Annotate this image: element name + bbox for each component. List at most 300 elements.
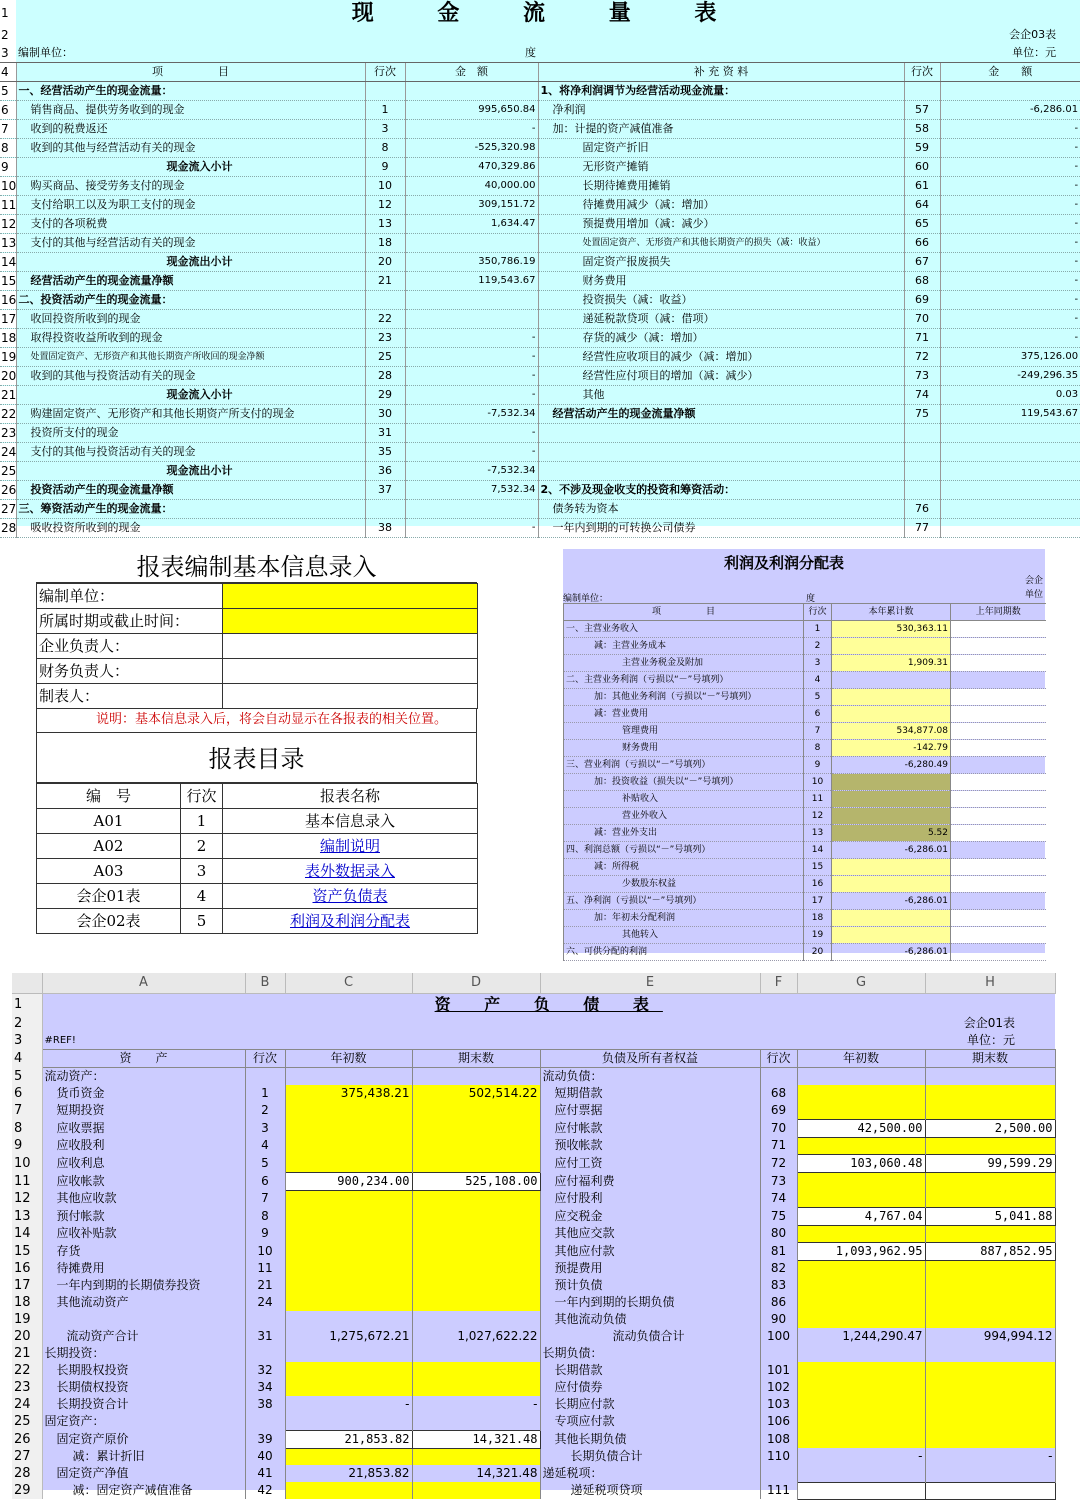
cf-supp-amount[interactable]: - — [940, 310, 1080, 329]
cf-supp-amount[interactable]: 0.03 — [940, 386, 1080, 405]
liability-line[interactable]: 75 — [760, 1207, 797, 1225]
liability-end[interactable] — [925, 1396, 1055, 1413]
liability-line[interactable]: 69 — [760, 1102, 797, 1119]
cf-line[interactable]: 29 — [365, 386, 405, 405]
cf-supp-amount[interactable]: - — [940, 291, 1080, 310]
cf-supp-line[interactable] — [904, 424, 940, 443]
profit-prev[interactable] — [951, 689, 1046, 706]
cf-line[interactable]: 10 — [365, 177, 405, 196]
profit-line[interactable]: 16 — [804, 876, 832, 893]
cf-line[interactable]: 36 — [365, 462, 405, 481]
row-number[interactable]: 26 — [12, 1430, 42, 1448]
catalog-line[interactable]: 5 — [181, 909, 223, 934]
cf-supp-amount[interactable]: - — [940, 177, 1080, 196]
cf-supp-item[interactable]: 1、将净利润调节为经营活动现金流量： — [538, 82, 904, 101]
liability-item[interactable]: 流动负债： — [540, 1068, 760, 1086]
profit-line[interactable]: 19 — [804, 927, 832, 944]
asset-begin[interactable]: 1,275,672.21 — [285, 1328, 412, 1345]
profit-item[interactable]: 财务费用 — [564, 740, 804, 757]
asset-begin[interactable]: 21,853.82 — [285, 1430, 412, 1448]
cf-supp-item[interactable]: 无形资产摊销 — [538, 158, 904, 177]
asset-begin[interactable] — [285, 1413, 412, 1430]
liability-end[interactable] — [925, 1311, 1055, 1328]
cf-supp-item[interactable]: 其他 — [538, 386, 904, 405]
cf-item[interactable]: 现金流入小计 — [16, 158, 365, 177]
asset-line[interactable]: 21 — [245, 1277, 285, 1294]
profit-header[interactable]: 上年同期数 — [951, 604, 1046, 621]
cf-item[interactable]: 购建固定资产、无形资产和其他长期资产所支付的现金 — [16, 405, 365, 424]
asset-end[interactable] — [412, 1225, 540, 1242]
asset-end[interactable] — [412, 1448, 540, 1465]
info-field-input[interactable] — [223, 684, 478, 709]
liability-item[interactable]: 应付债券 — [540, 1379, 760, 1396]
cf-amount[interactable]: 309,151.72 — [405, 196, 538, 215]
asset-begin[interactable]: 375,438.21 — [285, 1085, 412, 1102]
asset-item[interactable]: 固定资产： — [42, 1413, 245, 1430]
balance-header[interactable]: 资 产 — [42, 1050, 245, 1068]
asset-end[interactable]: 525,108.00 — [412, 1172, 540, 1190]
cf-item[interactable]: 投资所支付的现金 — [16, 424, 365, 443]
asset-item[interactable]: 固定资产原价 — [42, 1430, 245, 1448]
liability-begin[interactable] — [797, 1396, 925, 1413]
asset-line[interactable] — [245, 1068, 285, 1086]
cf-supp-amount[interactable]: 375,126.00 — [940, 348, 1080, 367]
asset-item[interactable]: 预付帐款 — [42, 1207, 245, 1225]
liability-end[interactable]: 887,852.95 — [925, 1242, 1055, 1260]
asset-line[interactable]: 1 — [245, 1085, 285, 1102]
liability-item[interactable]: 其他应交款 — [540, 1225, 760, 1242]
asset-begin[interactable] — [285, 1102, 412, 1119]
profit-amount[interactable] — [832, 672, 951, 689]
cf-supp-line[interactable] — [904, 481, 940, 500]
liability-begin[interactable] — [797, 1085, 925, 1102]
cf-supp-item[interactable]: 递延税款贷项（减：借项） — [538, 310, 904, 329]
row-number[interactable]: 17 — [0, 310, 16, 329]
profit-item[interactable]: 加：其他业务利润（亏损以“－”号填列） — [564, 689, 804, 706]
cf-line[interactable] — [365, 82, 405, 101]
asset-item[interactable]: 减：累计折旧 — [42, 1448, 245, 1465]
profit-amount[interactable] — [832, 910, 951, 927]
liability-end[interactable] — [925, 1294, 1055, 1311]
row-number[interactable]: 10 — [0, 177, 16, 196]
profit-prev[interactable] — [951, 740, 1046, 757]
cf-item[interactable]: 经营活动产生的现金流量净额 — [16, 272, 365, 291]
cf-supp-item[interactable]: 长期待摊费用摊销 — [538, 177, 904, 196]
unit-label[interactable]: 单位：元 — [1012, 46, 1057, 60]
asset-item[interactable]: 长期债权投资 — [42, 1379, 245, 1396]
liability-line[interactable]: 90 — [760, 1311, 797, 1328]
profit-prev[interactable] — [951, 842, 1046, 859]
asset-end[interactable] — [412, 1379, 540, 1396]
asset-item[interactable]: 长期股权投资 — [42, 1362, 245, 1379]
column-letter[interactable]: H — [925, 973, 1055, 993]
catalog-line[interactable]: 3 — [181, 859, 223, 884]
cf-line[interactable]: 38 — [365, 519, 405, 538]
asset-end[interactable] — [412, 1311, 540, 1328]
asset-line[interactable]: 24 — [245, 1294, 285, 1311]
cf-item[interactable]: 收回投资所收到的现金 — [16, 310, 365, 329]
row-number[interactable]: 4 — [12, 1050, 42, 1068]
liability-begin[interactable]: - — [797, 1448, 925, 1465]
profit-amount[interactable]: -6,286.01 — [832, 842, 951, 859]
liability-item[interactable]: 其他流动负债 — [540, 1311, 760, 1328]
cf-supp-line[interactable]: 57 — [904, 101, 940, 120]
cf-supp-item[interactable]: 债务转为资本 — [538, 500, 904, 519]
liability-end[interactable] — [925, 1362, 1055, 1379]
header-amount[interactable]: 金 额 — [405, 63, 538, 82]
cf-supp-line[interactable]: 61 — [904, 177, 940, 196]
asset-begin[interactable] — [285, 1277, 412, 1294]
liability-end[interactable] — [925, 1465, 1055, 1482]
asset-item[interactable]: 存货 — [42, 1242, 245, 1260]
catalog-line[interactable]: 4 — [181, 884, 223, 909]
liability-begin[interactable] — [797, 1465, 925, 1482]
cf-supp-amount[interactable]: - — [940, 196, 1080, 215]
liability-begin[interactable] — [797, 1260, 925, 1277]
cf-supp-item[interactable]: 经营性应收项目的减少（减：增加） — [538, 348, 904, 367]
liability-end[interactable] — [925, 1277, 1055, 1294]
profit-line[interactable]: 5 — [804, 689, 832, 706]
liability-item[interactable]: 预计负债 — [540, 1277, 760, 1294]
liability-item[interactable]: 递延税项： — [540, 1465, 760, 1482]
asset-line[interactable]: 31 — [245, 1328, 285, 1345]
profit-prev[interactable] — [951, 655, 1046, 672]
row-number[interactable]: 19 — [0, 348, 16, 367]
row-number[interactable]: 21 — [0, 386, 16, 405]
liability-item[interactable]: 应交税金 — [540, 1207, 760, 1225]
cf-supp-amount[interactable]: -249,296.35 — [940, 367, 1080, 386]
asset-end[interactable] — [412, 1207, 540, 1225]
liability-end[interactable] — [925, 1260, 1055, 1277]
cf-amount[interactable]: -7,532.34 — [405, 405, 538, 424]
liability-end[interactable]: 99,599.29 — [925, 1154, 1055, 1172]
row-number[interactable]: 14 — [0, 253, 16, 272]
asset-begin[interactable] — [285, 1068, 412, 1086]
info-field-input[interactable] — [223, 659, 478, 684]
row-number[interactable]: 17 — [12, 1277, 42, 1294]
cf-supp-amount[interactable]: - — [940, 253, 1080, 272]
cf-supp-item[interactable]: 存货的减少（减：增加） — [538, 329, 904, 348]
cf-amount[interactable]: - — [405, 386, 538, 405]
profit-item[interactable]: 加：年初未分配利润 — [564, 910, 804, 927]
cf-supp-line[interactable] — [904, 462, 940, 481]
profit-item[interactable]: 减：营业费用 — [564, 706, 804, 723]
liability-item[interactable]: 其他应付款 — [540, 1242, 760, 1260]
row-number[interactable]: 6 — [12, 1085, 42, 1102]
cf-supp-item[interactable]: 处置固定资产、无形资产和其他长期资产的损失（减：收益） — [538, 234, 904, 253]
cf-item[interactable]: 吸收投资所收到的现金 — [16, 519, 365, 538]
cf-item[interactable]: 取得投资收益所收到的现金 — [16, 329, 365, 348]
asset-item[interactable]: 流动资产合计 — [42, 1328, 245, 1345]
cf-line[interactable]: 23 — [365, 329, 405, 348]
profit-line[interactable]: 18 — [804, 910, 832, 927]
row-number[interactable]: 5 — [12, 1068, 42, 1086]
profit-amount[interactable] — [832, 638, 951, 655]
cf-item[interactable]: 现金流出小计 — [16, 462, 365, 481]
cf-supp-line[interactable]: 66 — [904, 234, 940, 253]
liability-begin[interactable]: 1,093,962.95 — [797, 1242, 925, 1260]
balance-header[interactable]: 行次 — [760, 1050, 797, 1068]
profit-prev[interactable] — [951, 944, 1046, 961]
asset-end[interactable] — [412, 1294, 540, 1311]
row-number[interactable]: 12 — [12, 1190, 42, 1207]
row-number[interactable]: 22 — [0, 405, 16, 424]
row-number[interactable]: 1 — [0, 0, 16, 26]
cf-amount[interactable]: 470,329.86 — [405, 158, 538, 177]
profit-line[interactable]: 6 — [804, 706, 832, 723]
cf-supp-line[interactable]: 65 — [904, 215, 940, 234]
row-number[interactable]: 23 — [12, 1379, 42, 1396]
cf-item[interactable]: 收到的税费返还 — [16, 120, 365, 139]
row-number[interactable]: 16 — [0, 291, 16, 310]
asset-end[interactable]: 14,321.48 — [412, 1465, 540, 1482]
liability-line[interactable]: 101 — [760, 1362, 797, 1379]
cf-item[interactable]: 现金流出小计 — [16, 253, 365, 272]
profit-amount[interactable]: 1,909.31 — [832, 655, 951, 672]
cf-amount[interactable]: - — [405, 329, 538, 348]
liability-line[interactable]: 110 — [760, 1448, 797, 1465]
row-number[interactable]: 23 — [0, 424, 16, 443]
asset-line[interactable]: 39 — [245, 1430, 285, 1448]
cf-amount[interactable]: 7,532.34 — [405, 481, 538, 500]
row-number[interactable]: 10 — [12, 1154, 42, 1172]
cf-supp-line[interactable]: 68 — [904, 272, 940, 291]
liability-begin[interactable] — [797, 1137, 925, 1154]
asset-line[interactable] — [245, 1345, 285, 1362]
liability-begin[interactable] — [797, 1294, 925, 1311]
profit-line[interactable]: 13 — [804, 825, 832, 842]
asset-line[interactable]: 3 — [245, 1119, 285, 1137]
asset-end[interactable] — [412, 1068, 540, 1086]
period-label[interactable]: 度 — [525, 46, 536, 60]
asset-end[interactable] — [412, 1362, 540, 1379]
row-number[interactable]: 13 — [12, 1207, 42, 1225]
cf-amount[interactable]: 40,000.00 — [405, 177, 538, 196]
profit-amount[interactable] — [832, 927, 951, 944]
cf-line[interactable]: 37 — [365, 481, 405, 500]
asset-line[interactable] — [245, 1413, 285, 1430]
profit-prev[interactable] — [951, 927, 1046, 944]
profit-item[interactable]: 管理费用 — [564, 723, 804, 740]
profit-line[interactable]: 4 — [804, 672, 832, 689]
liability-line[interactable]: 70 — [760, 1119, 797, 1137]
cf-item[interactable]: 二、投资活动产生的现金流量： — [16, 291, 365, 310]
profit-item[interactable]: 六、可供分配的利润 — [564, 944, 804, 961]
row-number[interactable]: 19 — [12, 1311, 42, 1328]
profit-prev[interactable] — [951, 706, 1046, 723]
liability-begin[interactable]: 1,244,290.47 — [797, 1328, 925, 1345]
cf-supp-line[interactable]: 64 — [904, 196, 940, 215]
asset-begin[interactable]: 900,234.00 — [285, 1172, 412, 1190]
row-number[interactable]: 4 — [0, 63, 16, 82]
liability-item[interactable]: 长期负债： — [540, 1345, 760, 1362]
asset-item[interactable]: 长期投资： — [42, 1345, 245, 1362]
profit-item[interactable]: 减：营业外支出 — [564, 825, 804, 842]
liability-line[interactable]: 74 — [760, 1190, 797, 1207]
profit-line[interactable]: 10 — [804, 774, 832, 791]
cf-supp-item[interactable]: 经营活动产生的现金流量净额 — [538, 405, 904, 424]
catalog-code[interactable]: A03 — [37, 859, 181, 884]
cf-amount[interactable] — [405, 82, 538, 101]
liability-end[interactable]: 5,041.88 — [925, 1207, 1055, 1225]
cf-supp-line[interactable]: 70 — [904, 310, 940, 329]
liability-begin[interactable] — [797, 1102, 925, 1119]
cf-supp-line[interactable] — [904, 443, 940, 462]
liability-end[interactable]: 994,994.12 — [925, 1328, 1055, 1345]
balance-title[interactable]: 资 产 负 债 表 — [434, 994, 663, 1014]
profit-header[interactable]: 项 目 — [564, 604, 804, 621]
asset-item[interactable]: 应收股利 — [42, 1137, 245, 1154]
profit-amount[interactable]: 534,877.08 — [832, 723, 951, 740]
cf-supp-amount[interactable]: - — [940, 272, 1080, 291]
asset-end[interactable] — [412, 1260, 540, 1277]
row-number[interactable]: 2 — [12, 1015, 42, 1032]
cf-supp-item[interactable]: 固定资产折旧 — [538, 139, 904, 158]
column-letter[interactable]: A — [42, 973, 245, 993]
liability-line[interactable]: 106 — [760, 1413, 797, 1430]
profit-amount[interactable] — [832, 774, 951, 791]
profit-line[interactable]: 7 — [804, 723, 832, 740]
asset-line[interactable]: 6 — [245, 1172, 285, 1190]
liability-begin[interactable] — [797, 1345, 925, 1362]
liability-item[interactable]: 应付帐款 — [540, 1119, 760, 1137]
profit-prev[interactable] — [951, 808, 1046, 825]
asset-end[interactable] — [412, 1119, 540, 1137]
asset-item[interactable]: 应收票据 — [42, 1119, 245, 1137]
asset-end[interactable]: - — [412, 1396, 540, 1413]
asset-begin[interactable] — [285, 1294, 412, 1311]
profit-line[interactable]: 17 — [804, 893, 832, 910]
catalog-code[interactable]: A02 — [37, 834, 181, 859]
profit-item[interactable]: 营业外收入 — [564, 808, 804, 825]
profit-line[interactable]: 12 — [804, 808, 832, 825]
liability-line[interactable]: 80 — [760, 1225, 797, 1242]
cf-supp-amount[interactable] — [940, 82, 1080, 101]
info-field-input[interactable] — [223, 584, 478, 609]
row-number[interactable]: 9 — [12, 1137, 42, 1154]
liability-begin[interactable] — [797, 1311, 925, 1328]
profit-prev[interactable] — [951, 621, 1046, 638]
cf-item[interactable]: 现金流入小计 — [16, 386, 365, 405]
liability-line[interactable]: 100 — [760, 1328, 797, 1345]
liability-item[interactable]: 其他长期负债 — [540, 1430, 760, 1448]
asset-item[interactable]: 减：固定资产减值准备 — [42, 1482, 245, 1499]
cf-supp-item[interactable]: 固定资产报废损失 — [538, 253, 904, 272]
asset-line[interactable]: 2 — [245, 1102, 285, 1119]
row-number[interactable]: 7 — [0, 120, 16, 139]
row-number[interactable]: 1 — [12, 993, 42, 1015]
cf-amount[interactable]: - — [405, 443, 538, 462]
info-field-input[interactable] — [223, 634, 478, 659]
catalog-link[interactable]: 编制说明 — [223, 834, 478, 859]
row-number[interactable]: 14 — [12, 1225, 42, 1242]
asset-begin[interactable] — [285, 1154, 412, 1172]
cf-supp-item[interactable]: 净利润 — [538, 101, 904, 120]
profit-amount[interactable]: -6,286.01 — [832, 893, 951, 910]
profit-prev[interactable] — [951, 774, 1046, 791]
cf-supp-line[interactable]: 77 — [904, 519, 940, 538]
liability-begin[interactable] — [797, 1068, 925, 1086]
profit-line[interactable]: 14 — [804, 842, 832, 859]
cf-line[interactable]: 31 — [365, 424, 405, 443]
cf-item[interactable]: 支付的其他与投资活动有关的现金 — [16, 443, 365, 462]
cf-supp-item[interactable]: 待摊费用减少（减：增加） — [538, 196, 904, 215]
asset-item[interactable]: 应收帐款 — [42, 1172, 245, 1190]
cf-supp-item[interactable]: 2、不涉及现金收支的投资和筹资活动： — [538, 481, 904, 500]
profit-amount[interactable] — [832, 808, 951, 825]
cf-line[interactable]: 21 — [365, 272, 405, 291]
cf-amount[interactable]: - — [405, 348, 538, 367]
row-number[interactable]: 16 — [12, 1260, 42, 1277]
profit-prev[interactable] — [951, 638, 1046, 655]
liability-begin[interactable] — [797, 1482, 925, 1499]
cf-supp-amount[interactable]: -6,286.01 — [940, 101, 1080, 120]
row-number[interactable]: 2 — [0, 26, 16, 44]
liability-end[interactable] — [925, 1172, 1055, 1190]
profit-item[interactable]: 减：所得税 — [564, 859, 804, 876]
asset-item[interactable]: 流动资产： — [42, 1068, 245, 1086]
profit-amount[interactable]: 5.52 — [832, 825, 951, 842]
catalog-link[interactable]: 表外数据录入 — [223, 859, 478, 884]
cf-supp-line[interactable]: 75 — [904, 405, 940, 424]
profit-prev[interactable] — [951, 723, 1046, 740]
liability-item[interactable]: 应付股利 — [540, 1190, 760, 1207]
asset-end[interactable] — [412, 1154, 540, 1172]
row-number[interactable]: 24 — [0, 443, 16, 462]
cf-item[interactable]: 投资活动产生的现金流量净额 — [16, 481, 365, 500]
profit-item[interactable]: 少数股东权益 — [564, 876, 804, 893]
liability-end[interactable] — [925, 1345, 1055, 1362]
cf-item[interactable]: 购买商品、接受劳务支付的现金 — [16, 177, 365, 196]
cf-item[interactable]: 销售商品、提供劳务收到的现金 — [16, 101, 365, 120]
profit-prev[interactable] — [951, 825, 1046, 842]
profit-line[interactable]: 9 — [804, 757, 832, 774]
profit-amount[interactable] — [832, 706, 951, 723]
row-number[interactable]: 27 — [12, 1448, 42, 1465]
liability-item[interactable]: 预收帐款 — [540, 1137, 760, 1154]
cf-line[interactable] — [365, 291, 405, 310]
cf-supp-item[interactable]: 预提费用增加（减：减少） — [538, 215, 904, 234]
liability-end[interactable]: - — [925, 1448, 1055, 1465]
profit-item[interactable]: 三、营业利润（亏损以“－”号填列） — [564, 757, 804, 774]
liability-item[interactable]: 递延税项贷项 — [540, 1482, 760, 1499]
cf-item[interactable]: 支付的其他与经营活动有关的现金 — [16, 234, 365, 253]
liability-line[interactable]: 86 — [760, 1294, 797, 1311]
row-number[interactable]: 24 — [12, 1396, 42, 1413]
catalog-code[interactable]: 会企01表 — [37, 884, 181, 909]
header-item[interactable]: 项 目 — [16, 63, 365, 82]
row-number[interactable]: 26 — [0, 481, 16, 500]
catalog-line[interactable]: 1 — [181, 809, 223, 834]
cf-line[interactable]: 22 — [365, 310, 405, 329]
liability-end[interactable] — [925, 1137, 1055, 1154]
cf-supp-amount[interactable]: - — [940, 120, 1080, 139]
form-number[interactable]: 会企03表 — [1009, 28, 1057, 42]
catalog-link[interactable]: 基本信息录入 — [223, 809, 478, 834]
cf-supp-line[interactable]: 59 — [904, 139, 940, 158]
profit-amount[interactable]: -6,280.49 — [832, 757, 951, 774]
asset-end[interactable] — [412, 1482, 540, 1499]
catalog-link[interactable]: 利润及利润分配表 — [223, 909, 478, 934]
cf-supp-amount[interactable] — [940, 462, 1080, 481]
profit-amount[interactable] — [832, 876, 951, 893]
asset-begin[interactable] — [285, 1362, 412, 1379]
liability-begin[interactable] — [797, 1225, 925, 1242]
liability-item[interactable]: 长期负债合计 — [540, 1448, 760, 1465]
catalog-header[interactable]: 报表名称 — [223, 784, 478, 809]
liability-begin[interactable] — [797, 1430, 925, 1448]
asset-begin[interactable]: - — [285, 1396, 412, 1413]
